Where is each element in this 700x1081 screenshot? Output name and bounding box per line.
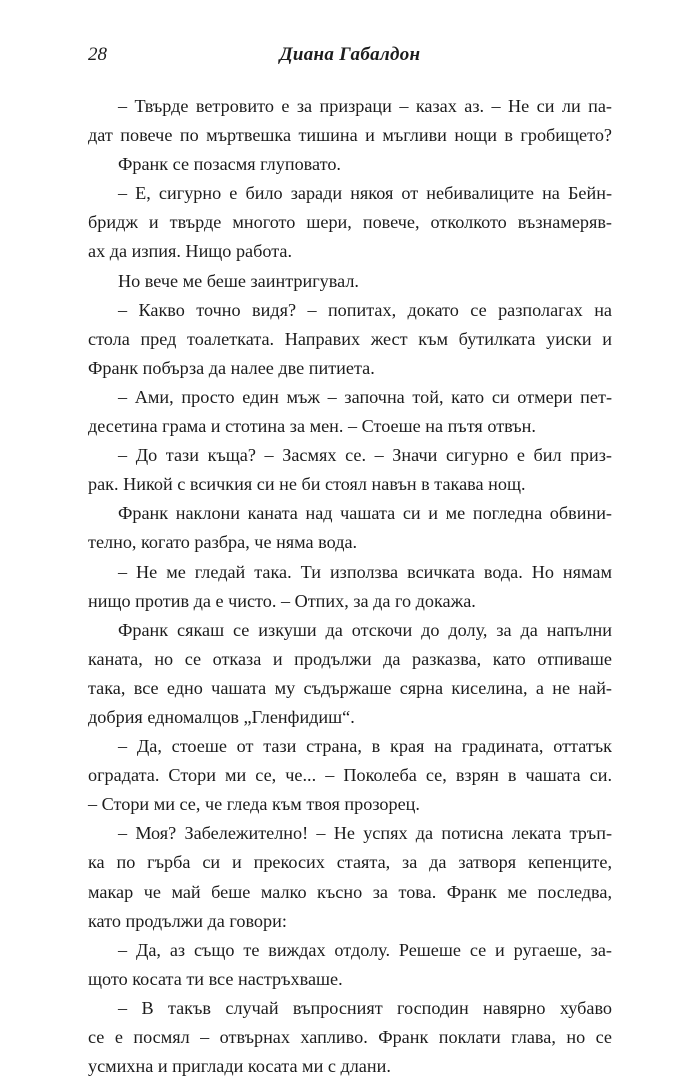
body-text [88,92,612,1081]
text-line: стола пред тоалетката. Направих жест към бутилката уиски и [88,328,612,349]
text-line: ка по гърба си и прекосих стаята, за да затворя кепенците, [88,852,612,873]
page-number: 28 [88,44,107,65]
text-line: – Да, стоеше от тази страна, в края на градината, оттатък [118,736,612,757]
text-line: дат повече по мъртвешка тишина и мъгливи нощи в гробището? [88,125,612,146]
text-line: рак. Никой с всичкия си не би стоял навън в такава нощ. [88,474,526,495]
text-line: макар че май беше малко късно за това. Франк ме последва, [88,881,612,902]
text-line: добрия едномалцов „Гленфидиш“. [88,706,355,727]
text-line: бридж и твърде многото шери, повече, отколкото възнамеряв- [88,212,612,233]
text-line: щото косата ти все настръхваше. [88,968,343,989]
text-line: десетина грама и стотина за мен. – Стоеше на пътя отвън. [88,416,536,437]
text-line: – Е, сигурно е било заради някоя от небивалиците на Бейн- [118,183,612,204]
text-line: – В такъв случай въпросният господин навярно хубаво [118,997,612,1018]
text-line: като продължи да говори: [88,910,287,931]
text-line: усмихна и приглади косата ми с длани. [88,1056,391,1077]
text-line: – Не ме гледай така. Ти използва всичката вода. Но нямам [118,561,612,582]
text-line: каната, но се отказа и продължи да разказва, като отпиваше [88,648,612,669]
text-line: така, все едно чашата му съдържаше сярна киселина, а не най- [88,677,612,698]
page-header [88,44,612,74]
running-title: Диана Габалдон [279,44,421,65]
text-line: Франк побърза да налее две питиета. [88,357,375,378]
text-line: – Стори ми се, че гледа към твоя прозорец. [88,794,420,815]
text-line: се е посмял – отвърнах хапливо. Франк поклати глава, но се [88,1027,612,1047]
text-line: нищо против да е чисто. – Отпих, за да го докажа. [88,590,476,611]
text-line: – Твърде ветровито е за призраци – казах аз. – Не си ли па- [118,96,612,116]
text-line: Но вече ме беше заинтригувал. [118,270,359,291]
text-line: оградата. Стори ми се, че... – Поколеба се, взрян в чашата си. [88,765,612,786]
text-line: ах да изпия. Нищо работа. [88,241,293,262]
text-line: Франк се позасмя глуповато. [118,154,341,175]
text-line: Франк сякаш се изкуши да отскочи до долу, за да напълни [118,619,612,640]
text-line: телно, когато разбра, че няма вода. [88,532,358,553]
text-line: Франк наклони каната над чашата си и ме погледна обвини- [118,503,612,524]
text-line: – Ами, просто един мъж – започна той, като си отмери пет- [118,386,612,407]
text-line: – Да, аз също те виждах отдолу. Решеше се и ругаеше, за- [118,939,612,960]
text-line: – Какво точно видя? – попитах, докато се разполагах на [118,299,612,320]
text-line: – До тази къща? – Засмях се. – Значи сигурно е бил приз- [118,445,612,466]
text-line: – Моя? Забележително! – Не успях да потисна леката тръп- [118,823,612,844]
